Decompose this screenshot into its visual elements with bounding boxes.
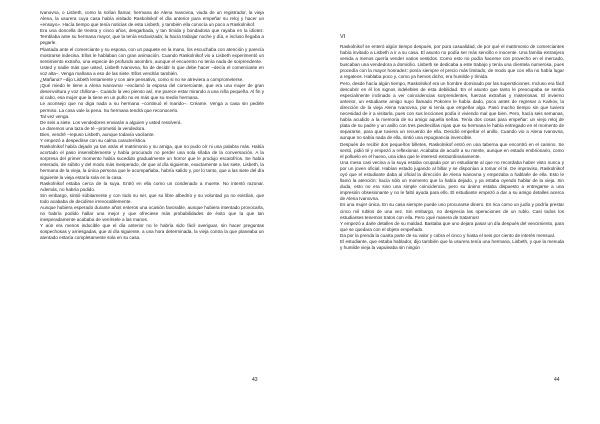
paragraph: Y empezó a darle detalles de su maldad. Bastaba que uno dejara pasar un día después del vencimiento, para que se quedara con el objeto empeñado.	[340, 220, 564, 232]
paragraph: Pero, desde hacía algún tiempo, Raskolnikof era un hombre dominado por las supersticiones. Incluso era fácil descubrir en él los signos indelebles de esta debilidad. En el asunto que tanto le preocupaba se sentía especialmente inclinado a ver coincidencias sorprendentes, fuerzas extrañas y misteriosas. El invierno anterior, un estudiante amigo suyo llamado Pokorev le había dado, poco antes de regresar a Karkov, la dirección de la vieja Alena Ivanovna, por si tenía que empeñar algo. Pasó mucho tiempo sin que tuviera necesidad de ir a visitarla, pues con sus lecciones podía ir viviendo mal que bien. Pero, hacía seis semanas, había acudido a la memoria de su amigo aquella señas. Tenía dos cosas para empeñar: un viejo reloj de plata de su padre y un anillo con tres piedrecillas rojas que su hermana le había entregado en el momento de separarse, para que tuviera un recuerdo de ella. Decidió empeñar el anillo. Cuando vio a Alena Ivanovna, aunque no sabía nada de ella, sintió una repugnancia invencible.	[340, 80, 564, 141]
paragraph: Raskolnikof estaba cerca de la suya. Entró en ella como un condenado a muerte. No intentó razonar. Además, no habría podido.	[40, 180, 264, 192]
paragraph: Raskolnikof se enteró algún tiempo después, por pura casualidad, de por qué el matrimonio de comerciantes había invitado a Lisbeth a ir a su casa. El asunto no podía ser más sencillo e inocente. Una familia extranjera venida a menos quería vender varios vestidos. Como esto no podía hacerse con provecho en el mercado, buscaban una vendedora a domicilio. Lisbeth se dedicaba a este trabajo y tenía una clientela numerosa, pues procedía con la mayor honradez: ponía siempre el precio más limitado, de modo que con ella no había lugar a regateos. Hablaba poco y, como ya hemos dicho, era humilde y tímida.	[340, 44, 564, 80]
paragraph: Y empezó a despedirse con su calma característica.	[40, 137, 147, 143]
paragraph: Ivanovna, o Lisbeth, como la solían llamar, hermana de Alena Ivanovna, viuda de un registrador, la vieja Alena, la usurera cuya casa había visitado Raskolnikof el día anterior para empeñar su reloj y hacer un «ensayo». Hacía tiempo que tenía noticias de esta Lisbeth, y también ella conocía un poco a Raskolnikof.	[40, 10, 264, 28]
page-number: 44	[554, 377, 560, 383]
paragraph: De seis a siete. Los vendedores enviarán a alguien y usted resolverá.	[40, 119, 182, 125]
paragraph: El estudiante, que estaba hablador, dijo también que la usurera tenía una hermana, Lisbeth, y que la menuda y humilde vieja la vapuleaba sin ningún	[340, 239, 564, 251]
paragraph: Y aún era menos inducible que el día anterior no le habría sido fácil averiguar, sin hacer preguntas sospechosas y arriesgadas, que al día siguiente, a una hora determinada, la vieja contra la que planeaba un atentado estaría completamente sola en su casa.	[40, 223, 264, 241]
paragraph: Era una doncella de treinta y cinco años, desgarbada, y tan tímida y bondadosa que rayaba en la idiotez. Temblaba ante su hermana mayor, que la tenía esclavizada; la hacía trabajar noche y día, e incluso llegaba a pegarle.	[40, 28, 264, 46]
right-page-text	[340, 44, 564, 251]
paragraph: Tal vez venga.	[40, 113, 70, 119]
right-page	[300, 0, 600, 424]
paragraph: Una mesa casi vecina a la suya estaba ocupada por un estudiante al que no recordaba haber visto nunca y por un joven oficial. Habían estado jugando al billar y se disponían a tomar el té. De improviso, Raskolnikof oyó que el estudiante daba al oficial la dirección de Alena Ivanovna y empezaba a hablarle de ella. Esto le llamó la atención: hacía sólo un momento que la había dejado, y ya estaba oyendo hablar de la vieja. Sin duda, esto no era sino una simple coincidencia, pero su ánimo estaba dispuesto a entregarse a una impresión obsesionante y no le faltó ayuda para ello. El estudiante empezó a dar a su amigo detalles acerca de Alena Ivanovna.	[340, 159, 564, 202]
paragraph: Bien, vendré –repuso Lisbeth, aunque todavía vacilante.	[40, 131, 155, 137]
paragraph: Plantada ante el comerciante y su esposa, con un paquete en la mano, los escuchaba con atención y parecía mostrarse indecisa. Ellos le hablaban con gran animación. Cuando Raskolnikof vio a Lisbeth experimentó un sentimiento extraño, una especie de profundo asombro, aunque el encuentro no tenía nada de sorprendente.	[40, 46, 264, 64]
paragraph: Después de recibir dos pequeños billetes, Raskolnikof entró en una taberna que encontró en el camino. Se sentó, pidió té y empezó a reflexionar. Acababa de acudir a su mente, aunque en estado embrionario, como el polluelo en el huevo, una idea que le interesó extraordinariamente.	[340, 141, 564, 159]
page-number: 43	[252, 377, 258, 383]
paragraph: Da por la prenda la cuarta parte de su valor y cobra el cinco y hasta el seis por ciento de interés mensual.	[340, 232, 556, 238]
paragraph: Raskolnikof había dejado ya tan atrás el matrimonio y su amiga, que no pudo oír ni una palabra más. Había acortado el paso insensiblemente y había procurado no perder una sola sílaba de la conversación. A la sorpresa del primer momento había sucedido gradualmente un horror que le produjo escalofríos. Se había enterado, de súbito y del modo más inesperado, de que al día siguiente, exactamente a las siete, Lisbeth, la hermana de la vieja, la única persona que le acompañaba, habría salido y, por lo tanto, que a las siete del día siguiente la vieja estaría sola en la casa.	[40, 144, 264, 180]
paragraph: Aunque hubiera esperado durante años enteros una ocasión favorable, aunque hubiera intentado provocarla, no habría podido hallar una mejor y que ofreciese más probabilidades de éxito que la que tan inesperadamente acababa de venírsele a las manos.	[40, 205, 264, 223]
paragraph: Le daremos una taza de té –prometió la vendedora.	[40, 125, 146, 131]
paragraph: Sin embargo, sintió súbitamente y con todo su ser, que su libre albedrío y su voluntad ya no existían, que todo acababa de decidirse irrevocablemente.	[40, 192, 264, 204]
paragraph: ¡Qué miedo le tiene a Alena Ivanovna! –exclamó la esposa del comerciante, que era una mujer de gran desenvoltura y voz chillona–. Cuando la veo pienso así, me parece estar mirando a una niña pequeña. Al fin y al cabo, esa mujer que la tiene en un puño no es más que su medio hermana.	[40, 83, 264, 101]
paragraph: ¿Mañana? –dijo Lisbeth lentamente y con aire pensativo, como si no se atreviera a comprometerse.	[40, 77, 244, 83]
paragraph: Usted y nadie más que usted, Lisbeth Ivanovna, ha de decidir lo que debe hacer –decía el comerciante en voz alta–. Venga mañana a eso de las siete. Ellos vendrán también.	[40, 64, 264, 76]
paragraph: Le aconsejo que no diga nada a su hermana –continuó el marido–. Créame. Venga a casa sin pedirle permiso. La cosa vale la pena. Su hermana tendrá que reconocerlo.	[40, 101, 264, 113]
paragraph: Es una mujer única. En su casa siempre puede uno procurarse dinero. Es rica como un judío y podría prestar cinco mil rublos de una vez. Sin embargo, no desprecia las operaciones de un rublo. Casi todos los estudiantes tenemos tratos con ella. Pero ¡qué manera de tratarnos!	[340, 202, 564, 220]
chapter-heading: VI	[340, 34, 346, 40]
left-page-text	[40, 10, 264, 242]
